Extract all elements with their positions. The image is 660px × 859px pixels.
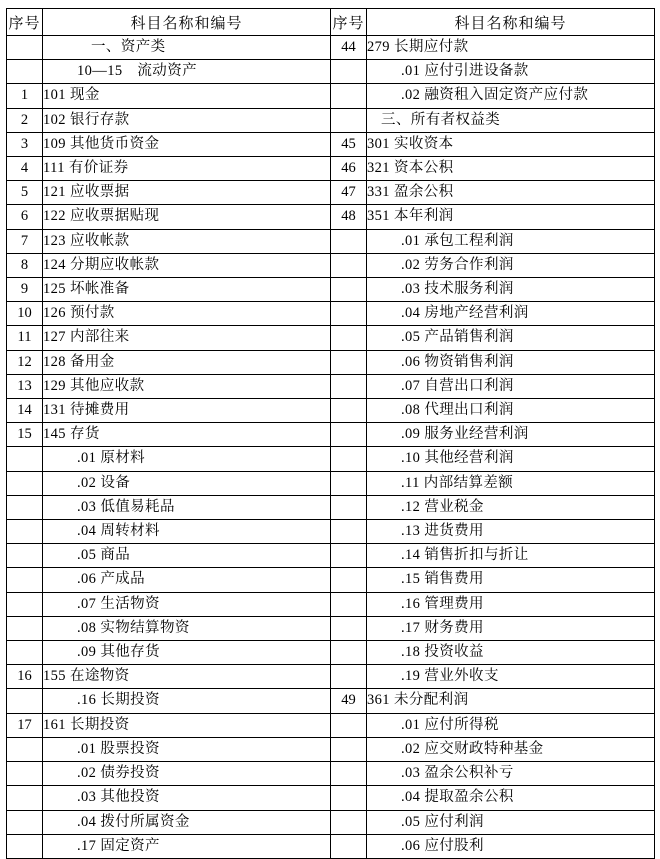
subject-name-right: [367, 60, 655, 84]
table-row: [7, 399, 655, 423]
subject-text: 129 其他应收款: [43, 377, 145, 394]
subject-text: .03 其他投资: [77, 789, 160, 806]
row-index-right: [331, 399, 367, 423]
row-index-right: 44: [331, 36, 367, 60]
subject-name-right: [367, 374, 655, 398]
subject-name-left: [43, 278, 331, 302]
subject-text: 131 待摊费用: [43, 402, 130, 419]
row-index-right: [331, 447, 367, 471]
subject-name-right: [367, 157, 655, 181]
subject-name-left: [43, 399, 331, 423]
subject-text: .05 商品: [77, 547, 131, 564]
subject-name-right: [367, 447, 655, 471]
row-index-right: [331, 108, 367, 132]
row-index-left: [7, 60, 43, 84]
table-row: [7, 278, 655, 302]
subject-text: .04 拨付所属资金: [77, 813, 190, 830]
subject-text: 122 应收票据贴现: [43, 208, 160, 225]
row-index-left: [7, 592, 43, 616]
row-index-right: [331, 713, 367, 737]
subject-text: 124 分期应收帐款: [43, 256, 160, 273]
table-row: [7, 762, 655, 786]
subject-text: 128 备用金: [43, 353, 115, 370]
table-row: [7, 423, 655, 447]
subject-text: 361 未分配利润: [367, 692, 469, 709]
row-index-right: [331, 60, 367, 84]
subject-name-left: [43, 205, 331, 229]
table-row: [7, 568, 655, 592]
row-index-right: [331, 278, 367, 302]
row-index-right: 46: [331, 157, 367, 181]
table-row: [7, 350, 655, 374]
subject-name-right: [367, 181, 655, 205]
subject-text: 111 有价证券: [43, 160, 129, 177]
subject-text: .02 债券投资: [77, 765, 160, 782]
table-row: [7, 689, 655, 713]
row-index-left: 8: [7, 253, 43, 277]
accounting-subjects-table: [6, 8, 655, 859]
row-index-left: 1: [7, 84, 43, 108]
row-index-left: 17: [7, 713, 43, 737]
row-index-right: [331, 495, 367, 519]
row-index-right: [331, 665, 367, 689]
subject-text: 321 资本公积: [367, 160, 454, 177]
table-row: [7, 108, 655, 132]
table-row: [7, 495, 655, 519]
subject-text: .04 周转材料: [77, 523, 160, 540]
subject-text: 351 本年利润: [367, 208, 454, 225]
subject-text: .18 投资收益: [401, 644, 484, 661]
table-row: [7, 786, 655, 810]
subject-name-left: [43, 326, 331, 350]
subject-name-right: [367, 544, 655, 568]
header-row: [7, 9, 655, 36]
subject-name-right: [367, 423, 655, 447]
row-index-right: 45: [331, 132, 367, 156]
table-row: [7, 60, 655, 84]
subject-text: .13 进货费用: [401, 523, 484, 540]
subject-text: 279 长期应付款: [367, 39, 469, 55]
subject-name-left: [43, 350, 331, 374]
row-index-right: [331, 423, 367, 447]
subject-name-right: [367, 495, 655, 519]
subject-text: 301 实收资本: [367, 135, 454, 152]
subject-text: 102 银行存款: [43, 111, 130, 128]
row-index-left: 7: [7, 229, 43, 253]
subject-name-right: [367, 762, 655, 786]
row-index-right: [331, 762, 367, 786]
row-index-left: 14: [7, 399, 43, 423]
subject-name-right: [367, 253, 655, 277]
row-index-left: 11: [7, 326, 43, 350]
row-index-right: [331, 616, 367, 640]
subject-text: .07 自营出口利润: [401, 377, 514, 394]
subject-name-left: [43, 229, 331, 253]
subject-name-right: [367, 810, 655, 834]
subject-text: .04 提取盈余公积: [401, 789, 514, 806]
subject-name-left: [43, 544, 331, 568]
row-index-right: [331, 834, 367, 858]
subject-text: .08 实物结算物资: [77, 619, 190, 636]
subject-name-left: [43, 108, 331, 132]
subject-text: .04 房地产经营利润: [401, 305, 529, 322]
subject-name-left: [43, 471, 331, 495]
table-header: [7, 9, 655, 36]
subject-name-left: [43, 447, 331, 471]
subject-text: .14 销售折扣与折让: [401, 547, 529, 564]
row-index-right: [331, 350, 367, 374]
table-row: [7, 157, 655, 181]
subject-text: .10 其他经营利润: [401, 450, 514, 467]
subject-text: 109 其他货币资金: [43, 135, 160, 152]
subject-name-right: [367, 641, 655, 665]
table-row: [7, 520, 655, 544]
subject-text: .03 盈余公积补亏: [401, 765, 514, 782]
subject-text: .05 应付利润: [401, 813, 484, 830]
subject-text: .19 营业外收支: [401, 668, 499, 685]
row-index-left: [7, 568, 43, 592]
subject-name-left: [43, 568, 331, 592]
table-row: [7, 665, 655, 689]
row-index-left: [7, 520, 43, 544]
subject-name-left: [43, 157, 331, 181]
table-row: [7, 544, 655, 568]
row-index-left: [7, 834, 43, 858]
row-index-right: [331, 326, 367, 350]
row-index-right: 47: [331, 181, 367, 205]
row-index-left: [7, 544, 43, 568]
subject-name-right: [367, 689, 655, 713]
subject-name-right: [367, 568, 655, 592]
table-row: [7, 181, 655, 205]
subject-name-right: [367, 278, 655, 302]
subject-text: 123 应收帐款: [43, 232, 130, 249]
subject-text: 125 坏帐准备: [43, 281, 130, 298]
table-row: [7, 810, 655, 834]
subject-name-right: [367, 205, 655, 229]
subject-name-left: [43, 786, 331, 810]
table-row: [7, 302, 655, 326]
row-index-right: [331, 641, 367, 665]
subject-text: .16 长期投资: [77, 692, 160, 709]
subject-name-left: [43, 737, 331, 761]
subject-name-left: [43, 423, 331, 447]
subject-text: 121 应收票据: [43, 184, 130, 201]
subject-text: .02 应交财政特种基金: [401, 740, 544, 757]
table-row: [7, 132, 655, 156]
column-header-right-index: 序号: [331, 9, 367, 36]
subject-name-right: [367, 326, 655, 350]
row-index-left: 2: [7, 108, 43, 132]
subject-text: .12 营业税金: [401, 498, 484, 515]
row-index-left: 3: [7, 132, 43, 156]
row-index-left: 15: [7, 423, 43, 447]
subject-name-left: [43, 132, 331, 156]
subject-name-left: [43, 641, 331, 665]
column-header-right-name: 科目名称和编号: [367, 9, 655, 36]
subject-name-left: [43, 665, 331, 689]
subject-text: .09 服务业经营利润: [401, 426, 529, 443]
subject-name-left: [43, 374, 331, 398]
subject-text: .11 内部结算差额: [401, 474, 514, 491]
table-row: [7, 84, 655, 108]
subject-text: .01 原材料: [77, 450, 146, 467]
subject-name-right: [367, 84, 655, 108]
subject-name-left: [43, 592, 331, 616]
table-row: [7, 737, 655, 761]
subject-text: .03 技术服务利润: [401, 281, 514, 298]
subject-name-right: [367, 592, 655, 616]
subject-name-left: [43, 60, 331, 84]
subject-text: .15 销售费用: [401, 571, 484, 588]
subject-text: .16 管理费用: [401, 595, 484, 612]
subject-text: .06 物资销售利润: [401, 353, 514, 370]
subject-name-left: [43, 713, 331, 737]
row-index-right: [331, 84, 367, 108]
subject-text: 331 盈余公积: [367, 184, 454, 201]
row-index-right: [331, 229, 367, 253]
subject-text: .01 应付引进设备款: [401, 63, 529, 80]
row-index-right: [331, 810, 367, 834]
subject-name-right: [367, 665, 655, 689]
subject-name-right: [367, 36, 655, 60]
subject-text: 三、所有者权益类: [381, 111, 501, 128]
subject-name-right: [367, 713, 655, 737]
row-index-right: [331, 374, 367, 398]
subject-text: 101 现金: [43, 87, 100, 104]
row-index-left: 13: [7, 374, 43, 398]
table-body: [7, 36, 655, 859]
row-index-left: [7, 447, 43, 471]
row-index-left: [7, 737, 43, 761]
subject-name-left: [43, 36, 331, 60]
subject-text: .02 设备: [77, 474, 131, 491]
row-index-left: [7, 786, 43, 810]
subject-name-left: [43, 689, 331, 713]
subject-name-left: [43, 762, 331, 786]
row-index-right: [331, 786, 367, 810]
subject-text: .02 融资租入固定资产应付款: [401, 87, 589, 104]
row-index-right: [331, 471, 367, 495]
subject-name-right: [367, 229, 655, 253]
subject-text: .03 低值易耗品: [77, 498, 175, 515]
subject-text: 145 存货: [43, 426, 100, 443]
subject-name-right: [367, 520, 655, 544]
subject-text: 126 预付款: [43, 305, 115, 322]
row-index-right: [331, 592, 367, 616]
row-index-left: 12: [7, 350, 43, 374]
subject-name-right: [367, 471, 655, 495]
subject-name-left: [43, 520, 331, 544]
row-index-left: [7, 810, 43, 834]
table-row: [7, 36, 655, 60]
table-row: [7, 592, 655, 616]
subject-text: .01 应付所得税: [401, 716, 499, 733]
column-header-left-name: 科目名称和编号: [43, 9, 331, 36]
row-index-left: 16: [7, 665, 43, 689]
subject-text: 155 在途物资: [43, 668, 130, 685]
table-row: [7, 374, 655, 398]
subject-name-right: [367, 737, 655, 761]
subject-name-left: [43, 495, 331, 519]
table-row: [7, 471, 655, 495]
subject-text: .01 股票投资: [77, 740, 160, 757]
subject-name-right: [367, 399, 655, 423]
row-index-left: 6: [7, 205, 43, 229]
row-index-right: 49: [331, 689, 367, 713]
row-index-left: [7, 762, 43, 786]
subject-text: .08 代理出口利润: [401, 402, 514, 419]
subject-text: .06 产成品: [77, 571, 146, 588]
table-row: [7, 641, 655, 665]
table-row: [7, 326, 655, 350]
subject-name-left: [43, 616, 331, 640]
subject-name-left: [43, 181, 331, 205]
subject-text: 10—15 流动资产: [77, 63, 197, 80]
subject-text: .06 应付股利: [401, 837, 484, 854]
subject-text: 一、资产类: [91, 39, 166, 55]
subject-text: 127 内部往来: [43, 329, 130, 346]
subject-name-left: [43, 810, 331, 834]
subject-text: .09 其他存货: [77, 644, 160, 661]
subject-name-left: [43, 834, 331, 858]
subject-text: 161 长期投资: [43, 716, 130, 733]
row-index-right: 48: [331, 205, 367, 229]
row-index-right: [331, 520, 367, 544]
table-row: [7, 713, 655, 737]
column-header-left-index: 序号: [7, 9, 43, 36]
row-index-left: [7, 641, 43, 665]
row-index-left: 5: [7, 181, 43, 205]
subject-text: .07 生活物资: [77, 595, 160, 612]
subject-name-right: [367, 786, 655, 810]
table-row: [7, 205, 655, 229]
table-row: [7, 229, 655, 253]
table-row: [7, 616, 655, 640]
subject-text: .17 固定资产: [77, 837, 160, 854]
subject-name-right: [367, 132, 655, 156]
row-index-right: [331, 737, 367, 761]
subject-name-left: [43, 253, 331, 277]
row-index-right: [331, 302, 367, 326]
subject-text: .01 承包工程利润: [401, 232, 514, 249]
row-index-right: [331, 568, 367, 592]
row-index-left: [7, 616, 43, 640]
table-row: [7, 253, 655, 277]
subject-name-right: [367, 350, 655, 374]
subject-text: .05 产品销售利润: [401, 329, 514, 346]
row-index-left: [7, 495, 43, 519]
subject-name-left: [43, 84, 331, 108]
table-row: [7, 834, 655, 858]
subject-text: .17 财务费用: [401, 619, 484, 636]
row-index-right: [331, 253, 367, 277]
subject-text: .02 劳务合作利润: [401, 256, 514, 273]
row-index-right: [331, 544, 367, 568]
subject-name-right: [367, 108, 655, 132]
row-index-left: 9: [7, 278, 43, 302]
row-index-left: [7, 471, 43, 495]
subject-name-right: [367, 834, 655, 858]
subject-name-right: [367, 616, 655, 640]
row-index-left: [7, 36, 43, 60]
row-index-left: [7, 689, 43, 713]
subject-name-left: [43, 302, 331, 326]
row-index-left: 4: [7, 157, 43, 181]
subject-name-right: [367, 302, 655, 326]
table-row: [7, 447, 655, 471]
row-index-left: 10: [7, 302, 43, 326]
